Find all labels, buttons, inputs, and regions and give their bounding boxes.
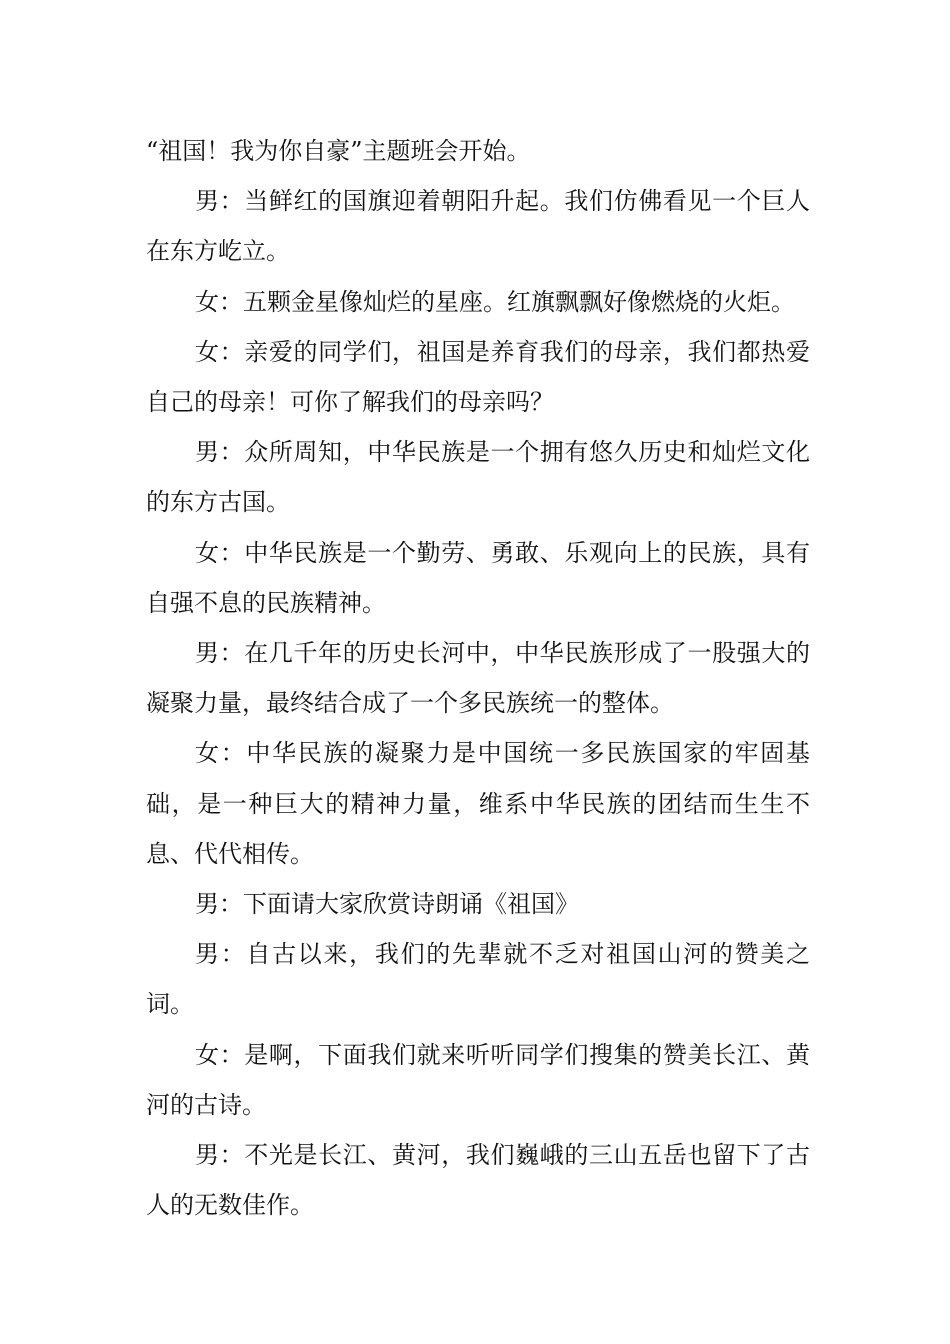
paragraph: 女：是啊，下面我们就来听听同学们搜集的赞美长江、黄河的古诗。	[146, 1040, 810, 1119]
paragraph: 男：不光是长江、黄河，我们巍峨的三山五岳也留下了古人的无数佳作。	[146, 1141, 810, 1220]
paragraph: 男：当鲜红的国旗迎着朝阳升起。我们仿佛看见一个巨人在东方屹立。	[146, 187, 810, 266]
paragraph: 男：下面请大家欣赏诗朗诵《祖国》	[195, 890, 579, 919]
paragraph-intro: “祖国！我为你自豪”主题班会开始。	[146, 137, 531, 165]
paragraph: 女：五颗金星像灿烂的星座。红旗飘飘好像燃烧的火炬。	[195, 287, 795, 316]
paragraph: 男：众所周知，中华民族是一个拥有悠久历史和灿烂文化的东方古国。	[146, 438, 810, 517]
paragraph: 女：亲爱的同学们，祖国是养育我们的母亲，我们都热爱自己的母亲！可你了解我们的母亲吗？	[146, 337, 810, 417]
paragraph: 男：自古以来，我们的先辈就不乏对祖国山河的赞美之词。	[146, 940, 810, 1019]
paragraph: 女：中华民族的凝聚力是中国统一多民族国家的牢固基础，是一种巨大的精神力量，维系中华民族的团结而生生不息、代代相传。	[146, 739, 810, 868]
paragraph: 女：中华民族是一个勤劳、勇敢、乐观向上的民族，具有自强不息的民族精神。	[146, 538, 810, 617]
document-body	[146, 126, 810, 1230]
paragraph: 男：在几千年的历史长河中，中华民族形成了一股强大的凝聚力量，最终结合成了一个多民族统一的整体。	[146, 639, 810, 718]
